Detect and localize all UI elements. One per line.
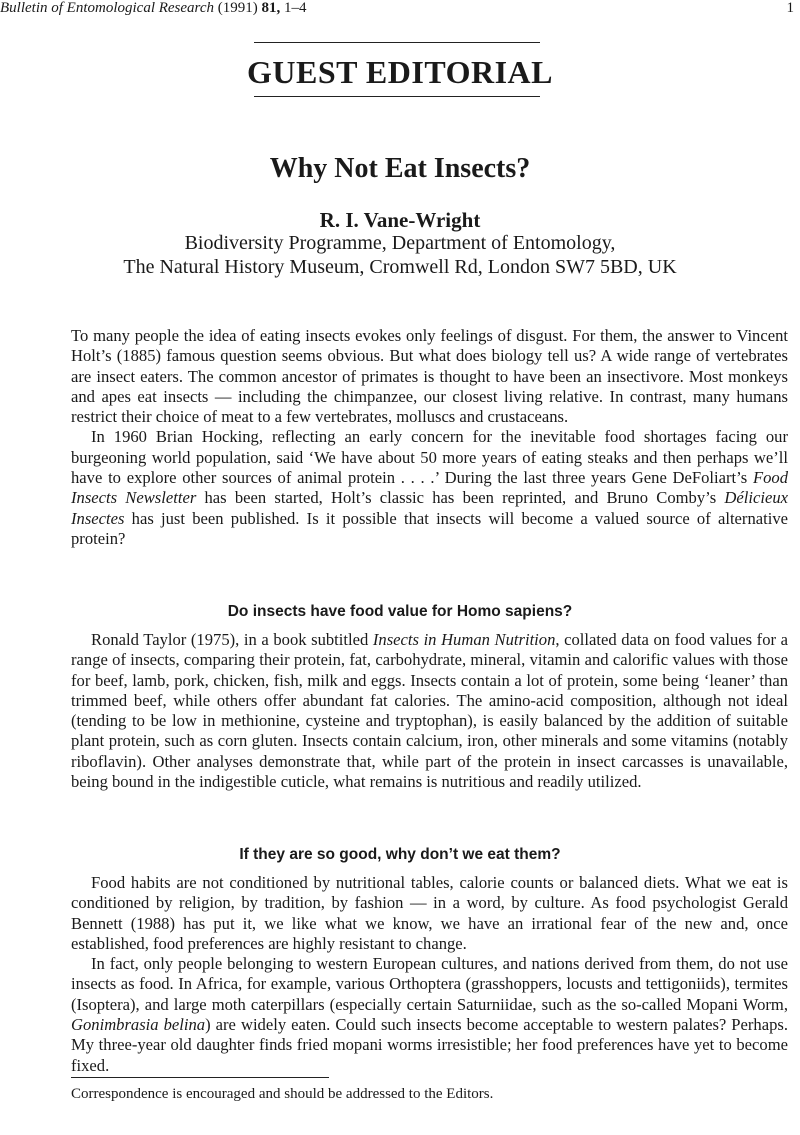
- article-author: R. I. Vane-Wright: [319, 208, 481, 232]
- book-title: Délicieux Insectes: [71, 488, 788, 528]
- text-run: Ronald Taylor (1975), in a book subtitled: [91, 630, 373, 649]
- footnote: Correspondence is encouraged and should be addressed to the Editors.: [71, 1086, 494, 1102]
- text-run: , collated data on food values for a range of insects, comparing their protein, fat, carbohydrate, mineral, vitamin and calorific values with those for beef, lamb, pork, chicken, fish, milk and eggs. Insects contain a lot of protein, some being ‘leaner’ than trimmed beef, while others offer abundant fat calories. The amino-acid composition, although not ideal (tending to be low in methionine, cysteine and tryptophan), is easily balanced by the addition of suitable plant protein, such as corn gluten. Insects contain calcium, iron, other minerals and some vitamins (notably riboflavin). Other analyses demonstrate that, while part of the protein in insect carcasses is unavailable, being bound in the indigestible cuticle, what remains is nutritious and readily utilized.: [71, 630, 788, 792]
- newsletter-title: Food Insects Newsletter: [71, 468, 788, 508]
- section-heading-food-value: Do insects have food value for Homo sapiens?: [227, 603, 573, 620]
- text-run: ) are widely eaten. Could such insects become acceptable to western palates? Perhaps. My three-year old daughter finds fried mopani worms irresistible; her food preferences have yet to become fixed.: [71, 1015, 788, 1075]
- paragraph: Food habits are not conditioned by nutritional tables, calorie counts or balanced diets. What we eat is conditioned by religion, by tradition, by fashion — in a word, by culture. As food psychologist Gerald Bennett (1988) has put it, we like what we know, we have an irrational fear of the new and, once established, food preferences are highly resistant to change.: [71, 873, 788, 953]
- section-label-bottom-rule: [254, 96, 540, 97]
- journal-year: (1991): [217, 0, 258, 16]
- book-subtitle: Insects in Human Nutrition: [372, 630, 556, 649]
- page-number: 1: [786, 0, 794, 16]
- running-header: [0, 0, 800, 22]
- section-label-top-rule: [254, 42, 540, 43]
- text-run: has just been published. Is it possible that insects will become a valued source of alternative protein?: [71, 508, 788, 548]
- affiliation-line-2: The Natural History Museum, Cromwell Rd, London SW7 5BD, UK: [123, 256, 677, 278]
- species-name: Gonimbrasia belina: [71, 1015, 206, 1035]
- section-heading-why-not: If they are so good, why don’t we eat them?: [239, 846, 561, 863]
- journal-volume: 81,: [261, 0, 281, 16]
- text-run: In 1960 Brian Hocking, reflecting an early concern for the inevitable food shortages facing our burgeoning world population, said ‘We have about 50 more years of eating steaks and then perhaps we’ll have to explore other sources of animal protein . . . .’ During the last three years Gene DeFoliart’s: [71, 427, 788, 488]
- journal-citation: [0, 0, 306, 16]
- intro-section: [71, 326, 788, 549]
- journal-pages: 1–4: [283, 0, 307, 16]
- affiliation-line-1: Biodiversity Programme, Department of Entomology,: [184, 232, 616, 254]
- paragraph: [71, 954, 788, 1076]
- paragraph: To many people the idea of eating insects evokes only feelings of disgust. For them, the answer to Vincent Holt’s (1885) famous question seems obvious. But what does biology tell us? A wide range of vertebrates are insect eaters. The common ancestor of primates is thought to have been an insectivore. Most monkeys and apes eat insects — including the chimpanzee, our closest living relative. In contrast, many humans restrict their choice of meat to a few vertebrates, molluscs and crustaceans.: [71, 326, 788, 427]
- food-value-section: [71, 630, 788, 792]
- why-not-section: [71, 873, 788, 1076]
- paragraph: [71, 427, 788, 549]
- journal-name: Bulletin of Entomological Research: [0, 0, 214, 16]
- text-run: In fact, only people belonging to western European cultures, and nations derived from them, do not use insects as food. In Africa, for example, various Orthoptera (grasshoppers, locusts and tettigoniids), termites (Isoptera), and large moth caterpillars (especially certain Saturniidae, such as the so-called Mopani Worm,: [71, 954, 788, 1014]
- article-title: Why Not Eat Insects?: [269, 153, 531, 184]
- footnote-rule: [71, 1077, 329, 1078]
- section-label: GUEST EDITORIAL: [247, 54, 553, 90]
- paragraph: [71, 630, 788, 792]
- text-run: has been started, Holt’s classic has been reprinted, and Bruno Comby’s: [196, 488, 725, 508]
